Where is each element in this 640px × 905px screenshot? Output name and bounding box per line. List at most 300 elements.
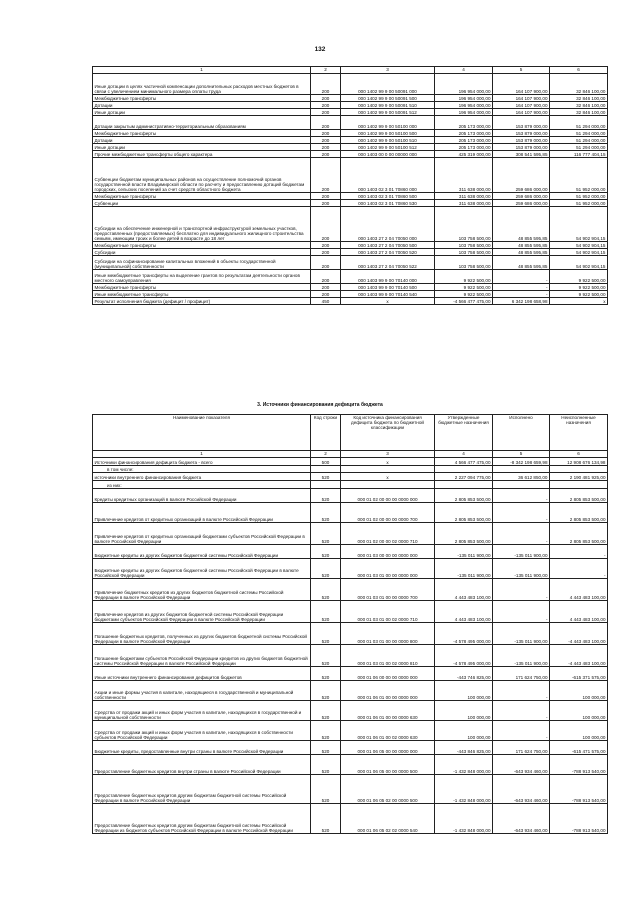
row-approved: 311 638 000,00 [435,158,493,193]
row-kbk: 000 01 02 00 00 00 0000 000 [341,489,435,503]
row-code: 520 [311,804,341,834]
row-unexecuted: 51 952 000,00 [550,193,608,200]
row-kbk: 000 1402 99 9 00 50100 000 [341,116,435,130]
row-executed: - [493,270,550,284]
row-approved: 4 443 483 100,00 [435,579,493,601]
row-name: Субсидии [93,249,311,256]
row-unexecuted: 2 190 481 925,00 [550,473,608,481]
expenditure-table-continued [92,66,608,305]
row-kbk: 000 01 06 05 02 02 0000 540 [341,804,435,834]
row-code: 200 [311,74,341,95]
row-code: 200 [311,242,341,249]
table-row [93,298,608,305]
row-unexecuted: 51 294 000,00 [550,144,608,151]
row-kbk [341,466,435,473]
row-approved [435,481,493,489]
row-kbk: 000 1402 99 9 00 50091 510 [341,102,435,109]
row-executed [493,481,550,489]
table-row [93,579,608,601]
row-executed: 171 624 750,00 [493,741,550,755]
table-row [93,601,608,623]
row-executed: -135 011 900,00 [493,645,550,667]
row-executed: - [493,284,550,291]
column-header: Неисполненные назначения [550,415,608,451]
row-name: Межбюджетные трансферты [93,95,311,102]
row-approved: 100 000,00 [435,701,493,721]
row-code: 200 [311,102,341,109]
row-unexecuted: 54 902 904,15 [550,242,608,249]
row-kbk: 000 1402 99 9 00 50100 512 [341,144,435,151]
row-name: в том числе: [93,466,311,473]
row-executed: - [493,489,550,503]
table-row [93,559,608,579]
row-approved: 103 758 500,00 [435,256,493,270]
column-index: 4 [435,67,493,74]
row-code: 200 [311,137,341,144]
table-row [93,95,608,102]
row-approved: 311 638 000,00 [435,193,493,200]
row-name: Дотации закрытым административно-территориальным образованиям [93,116,311,130]
row-executed: 164 107 900,00 [493,95,550,102]
row-code: 200 [311,95,341,102]
table-row [93,158,608,193]
row-executed: 48 855 595,85 [493,256,550,270]
row-code: 520 [311,755,341,775]
row-executed: - [493,701,550,721]
row-executed: 48 855 595,85 [493,249,550,256]
table-row [93,503,608,523]
row-code: 500 [311,458,341,466]
row-name: Иные межбюджетные трансферты на выделение грантов по результатам деятельности органов местного самоуправления [93,270,311,284]
page-number: 132 [314,46,326,53]
column-index-row [93,451,608,458]
row-executed: 171 624 750,00 [493,667,550,681]
row-kbk: 000 1403 27 2 04 70050 500 [341,242,435,249]
table-row [93,545,608,559]
row-code: 520 [311,473,341,481]
row-approved: 2 227 094 775,00 [435,473,493,481]
row-name: Акции и иные формы участия в капитале, находящиеся в государственной и муниципальной собственности [93,681,311,701]
table-row [93,681,608,701]
row-kbk: 000 01 03 01 00 00 0000 000 [341,559,435,579]
row-executed: 153 879 000,00 [493,130,550,137]
row-kbk: 000 1403 00 0 00 00000 000 [341,151,435,158]
row-kbk: 000 01 02 00 00 00 0000 700 [341,503,435,523]
row-unexecuted [550,466,608,473]
row-kbk: 000 01 03 01 00 00 0000 800 [341,623,435,645]
column-index: 5 [493,451,550,458]
row-unexecuted: -788 913 540,00 [550,804,608,834]
row-code: 520 [311,741,341,755]
row-name: Бюджетные кредиты из других бюджетов бюджетной системы Российской Федерации [93,545,311,559]
row-kbk: 000 01 03 01 00 02 0000 710 [341,601,435,623]
row-approved: 2 805 853 500,00 [435,523,493,545]
column-header: Код строки [311,415,341,451]
column-index-row [93,67,608,74]
table-row [93,804,608,834]
row-executed: 153 879 000,00 [493,144,550,151]
row-executed: - [493,503,550,523]
row-kbk: x [341,458,435,466]
table-row [93,775,608,804]
row-code [311,481,341,489]
row-kbk: 000 01 03 00 00 00 0000 000 [341,545,435,559]
row-unexecuted: 51 294 000,00 [550,130,608,137]
column-index: 2 [311,451,341,458]
row-approved: 311 638 000,00 [435,200,493,207]
row-code: 520 [311,601,341,623]
row-approved: -1 432 848 000,00 [435,804,493,834]
row-unexecuted: 51 952 000,00 [550,158,608,193]
row-approved [435,466,493,473]
row-code: 200 [311,291,341,298]
row-unexecuted: 51 952 000,00 [550,200,608,207]
row-executed: 164 107 900,00 [493,102,550,109]
row-approved: 205 173 000,00 [435,116,493,130]
table-row [93,481,608,489]
row-unexecuted: - [550,545,608,559]
row-approved: 103 758 500,00 [435,207,493,242]
row-kbk: 000 01 06 05 02 00 0000 500 [341,775,435,804]
row-code: 520 [311,489,341,503]
row-code: 520 [311,523,341,545]
row-code: 520 [311,545,341,559]
deficit-financing-table [92,414,608,834]
column-header: Утвержденные бюджетные назначения [435,415,493,451]
table-row [93,242,608,249]
row-name: Иные межбюджетные трансферты [93,291,311,298]
row-executed: 308 541 595,85 [493,151,550,158]
row-code: 200 [311,256,341,270]
row-approved: -1 432 848 000,00 [435,775,493,804]
row-executed: -643 934 460,00 [493,775,550,804]
row-name: Средства от продажи акций и иных форм участия в капитале, находящихся в собственности субъектов Российской Федерации [93,721,311,741]
row-code [311,466,341,473]
row-approved: -135 011 900,00 [435,559,493,579]
row-unexecuted: 32 846 100,00 [550,102,608,109]
row-unexecuted: 9 922 500,00 [550,284,608,291]
table-row [93,130,608,137]
row-name: Результат исполнения бюджета (дефицит / профицит) [93,298,311,305]
table-row [93,256,608,270]
column-index: 3 [341,67,435,74]
row-name: Погашение бюджетами субъектов Российской Федерации кредитов из других бюджетов бюджетной системы Российской Федерации в валюте Российской Федерации [93,645,311,667]
table-row [93,249,608,256]
row-name: Субсидии на софинансирование капитальных вложений в объекты государственной (муниципальной) собственности [93,256,311,270]
row-executed: 259 686 000,00 [493,200,550,207]
row-name: из них: [93,481,311,489]
row-unexecuted: 12 908 676 134,98 [550,458,608,466]
row-approved: 4 443 483 100,00 [435,601,493,623]
row-approved: 9 922 500,00 [435,284,493,291]
row-name: Субвенции бюджетам муниципальных районов на осуществление полномочий органов государственной власти Владимирской области по расчету и предоставлению дотаций бюджетам городских, сельских поселений за счет средств областного бюджета [93,158,311,193]
table-row [93,645,608,667]
row-name: Источники финансирования дефицита бюджета - всего [93,458,311,466]
row-kbk: 000 1402 99 9 00 50100 500 [341,130,435,137]
column-index: 4 [435,451,493,458]
row-approved: 9 922 500,00 [435,291,493,298]
row-kbk: 000 1402 99 9 00 50091 512 [341,109,435,116]
section-title: 3. Источники финансирования дефицита бюджета [257,402,383,408]
row-code: 200 [311,270,341,284]
table-row [93,207,608,242]
row-code: 520 [311,645,341,667]
row-kbk: x [341,298,435,305]
row-unexecuted: 2 805 853 500,00 [550,503,608,523]
row-executed: -135 011 900,00 [493,623,550,645]
table-row [93,458,608,466]
row-code: 200 [311,249,341,256]
row-code: 200 [311,109,341,116]
row-executed: -135 011 900,00 [493,559,550,579]
row-unexecuted: -615 371 575,00 [550,667,608,681]
table-row [93,701,608,721]
row-kbk: 000 01 06 00 00 00 0000 000 [341,667,435,681]
row-code: 520 [311,775,341,804]
row-code: 450 [311,298,341,305]
row-code: 520 [311,667,341,681]
row-name: Иные источники внутреннего финансирования дефицитов бюджетов [93,667,311,681]
row-kbk: 000 1403 02 3 01 70860 500 [341,193,435,200]
column-index: 3 [341,451,435,458]
row-unexecuted: 2 805 853 500,00 [550,523,608,545]
row-executed: - [493,579,550,601]
row-executed [493,466,550,473]
row-executed: 164 107 900,00 [493,74,550,95]
row-unexecuted: 32 846 100,00 [550,95,608,102]
column-index: 1 [93,451,311,458]
row-kbk: 000 01 02 00 00 02 0000 710 [341,523,435,545]
row-name: Межбюджетные трансферты [93,130,311,137]
table-row [93,489,608,503]
row-approved: 100 000,00 [435,721,493,741]
row-name: Средства от продажи акций и иных форм участия в капитале, находящихся в государственной и муниципальной собственности [93,701,311,721]
row-executed: 6 342 198 658,98 [493,298,550,305]
row-executed: 153 879 000,00 [493,116,550,130]
row-executed: - [493,291,550,298]
row-approved: 196 954 000,00 [435,74,493,95]
row-kbk: 000 01 03 01 00 02 0000 810 [341,645,435,667]
table-row [93,102,608,109]
row-unexecuted: -4 443 483 100,00 [550,645,608,667]
row-executed: 259 686 000,00 [493,158,550,193]
row-code: 200 [311,193,341,200]
column-header: Исполнено [493,415,550,451]
row-code: 520 [311,681,341,701]
row-unexecuted: 4 443 483 100,00 [550,579,608,601]
table-row [93,74,608,95]
table-row [93,144,608,151]
row-kbk: 000 01 06 01 00 00 0000 000 [341,681,435,701]
row-approved: 196 954 000,00 [435,109,493,116]
row-kbk: 000 1403 99 9 00 70140 540 [341,291,435,298]
row-kbk: 000 01 06 05 00 00 0000 500 [341,755,435,775]
row-unexecuted: 100 000,00 [550,681,608,701]
row-executed: 48 855 595,85 [493,207,550,242]
row-approved: 100 000,00 [435,681,493,701]
table-row [93,151,608,158]
table-row [93,200,608,207]
column-index: 5 [493,67,550,74]
table-row [93,284,608,291]
row-name: Привлечение кредитов от кредитных организаций в валюте Российской Федерации [93,503,311,523]
table-row [93,623,608,645]
row-unexecuted: 51 294 000,00 [550,137,608,144]
column-index: 6 [550,67,608,74]
row-code: 200 [311,158,341,193]
row-name: Предоставление бюджетных кредитов внутри страны в валюте Российской Федерации [93,755,311,775]
row-name: Иные дотации [93,109,311,116]
row-kbk: 000 1403 02 3 01 70860 530 [341,200,435,207]
row-code: 200 [311,207,341,242]
row-approved: 4 566 477 475,00 [435,458,493,466]
table-row [93,473,608,481]
column-header: Код источника финансирования дефицита бюджета по бюджетной классификации [341,415,435,451]
row-kbk: 000 1403 99 9 00 70140 500 [341,284,435,291]
table-row [93,755,608,775]
row-unexecuted: 100 000,00 [550,701,608,721]
column-index: 1 [93,67,311,74]
row-unexecuted: 51 294 000,00 [550,116,608,130]
row-executed: 153 879 000,00 [493,137,550,144]
row-kbk: 000 1403 27 2 04 70050 522 [341,256,435,270]
row-unexecuted: 9 922 500,00 [550,270,608,284]
table-row [93,109,608,116]
row-kbk: 000 1403 27 2 04 70050 000 [341,207,435,242]
row-name: Субсидии на обеспечение инженерной и транспортной инфраструктурой земельных участков, предоставленных (предоставляемых) бесплатно для индивидуального жилищного строительства семьям, имеющим троих и более детей в возрасте до 18 лет [93,207,311,242]
row-unexecuted: x [550,298,608,305]
row-name: Предоставление бюджетных кредитов другим бюджетам бюджетной системы Российской Федерации в валюте Российской Федерации [93,775,311,804]
table-row [93,466,608,473]
table-row [93,137,608,144]
row-kbk: 000 01 03 01 00 00 0000 700 [341,579,435,601]
row-approved: 205 173 000,00 [435,144,493,151]
row-code: 520 [311,559,341,579]
row-approved: 2 805 853 500,00 [435,503,493,523]
row-unexecuted: 4 443 483 100,00 [550,601,608,623]
row-code: 520 [311,579,341,601]
row-name: Межбюджетные трансферты [93,242,311,249]
row-code: 200 [311,116,341,130]
table-row [93,523,608,545]
row-kbk: 000 1402 99 9 00 50091 000 [341,74,435,95]
row-code: 520 [311,623,341,645]
row-executed: -8 342 198 659,98 [493,458,550,466]
table-row [93,721,608,741]
row-approved: -4 578 495 000,00 [435,623,493,645]
row-kbk: 000 01 06 01 00 00 0000 630 [341,701,435,721]
row-unexecuted: -4 443 483 100,00 [550,623,608,645]
row-unexecuted: 32 846 100,00 [550,109,608,116]
row-approved: -443 846 825,00 [435,741,493,755]
column-index: 2 [311,67,341,74]
row-name: Привлечение кредитов от кредитных организаций бюджетами субъектов Российской Федерации в валюте Российской Федерации [93,523,311,545]
row-name: Иные дотации в целях частичной компенсации дополнительных расходов местных бюджетов в связи с увеличением минимального размера оплаты труда [93,74,311,95]
row-unexecuted: 32 846 100,00 [550,74,608,95]
row-executed: - [493,601,550,623]
row-executed: - [493,721,550,741]
row-code: 200 [311,144,341,151]
row-unexecuted [550,481,608,489]
row-executed: 36 612 850,00 [493,473,550,481]
row-approved: 205 173 000,00 [435,130,493,137]
row-approved: -4 566 477 475,00 [435,298,493,305]
row-name: Привлечение бюджетных кредитов из других бюджетов бюджетной системы Российской Федерации в валюте Российской Федерации [93,579,311,601]
table-header-row [93,415,608,451]
row-executed: -643 934 460,00 [493,755,550,775]
row-unexecuted: - [550,559,608,579]
table-row [93,193,608,200]
row-approved: -135 011 900,00 [435,545,493,559]
row-approved: 205 173 000,00 [435,137,493,144]
row-approved: -1 432 848 000,00 [435,755,493,775]
row-approved: 196 954 000,00 [435,95,493,102]
table-row [93,116,608,130]
row-unexecuted: 54 902 904,15 [550,256,608,270]
row-approved: -443 746 825,00 [435,667,493,681]
table-row [93,270,608,284]
row-kbk: 000 01 06 01 00 02 0000 630 [341,721,435,741]
row-code: 520 [311,503,341,523]
row-executed: -135 011 900,00 [493,545,550,559]
row-approved: 9 922 500,00 [435,270,493,284]
row-executed: 164 107 900,00 [493,109,550,116]
row-code: 200 [311,200,341,207]
row-executed: - [493,681,550,701]
row-name: Кредиты кредитных организаций в валюте Российской Федерации [93,489,311,503]
row-approved: 103 758 500,00 [435,242,493,249]
row-name: источники внутреннего финансирования бюджета [93,473,311,481]
row-name: Субвенции [93,200,311,207]
row-name: Межбюджетные трансферты [93,284,311,291]
row-unexecuted: -788 913 540,00 [550,775,608,804]
row-name: Межбюджетные трансферты [93,193,311,200]
row-name: Погашение бюджетных кредитов, полученных из других бюджетов бюджетной системы Российской Федерации в валюте Российской Федерации [93,623,311,645]
row-name: Предоставление бюджетных кредитов другим бюджетам бюджетной системы Российской Федерации из бюджетов субъектов Российской Федерации в валюте Российской Федерации [93,804,311,834]
row-unexecuted: 2 805 853 500,00 [550,489,608,503]
row-executed: 259 686 000,00 [493,193,550,200]
row-name: Иные дотации [93,144,311,151]
row-code: 200 [311,284,341,291]
row-unexecuted: 116 777 404,15 [550,151,608,158]
column-header: Наименование показателя [93,415,311,451]
row-kbk: x [341,473,435,481]
row-kbk: 000 1403 99 9 00 70140 000 [341,270,435,284]
row-executed: 48 855 595,85 [493,242,550,249]
row-unexecuted: 100 000,00 [550,721,608,741]
row-executed: - [493,523,550,545]
row-approved: 2 805 853 500,00 [435,489,493,503]
row-name: Прочие межбюджетные трансферты общего характера [93,151,311,158]
row-kbk: 000 1403 02 3 01 70860 000 [341,158,435,193]
row-unexecuted: -615 471 575,00 [550,741,608,755]
row-name: Бюджетные кредиты из других бюджетов бюджетной системы Российской Федерации в валюте Российской Федерации [93,559,311,579]
row-unexecuted: 54 902 904,15 [550,207,608,242]
row-kbk: 000 01 06 05 00 00 0000 000 [341,741,435,755]
row-code: 200 [311,151,341,158]
row-name: Бюджетные кредиты, предоставленные внутри страны в валюте Российской Федерации [93,741,311,755]
row-name: Дотации [93,102,311,109]
table-row [93,667,608,681]
row-executed: -643 934 460,00 [493,804,550,834]
row-code: 520 [311,721,341,741]
row-approved: 425 319 000,00 [435,151,493,158]
row-kbk: 000 1402 99 9 00 50100 510 [341,137,435,144]
row-kbk: 000 1402 99 9 00 50091 500 [341,95,435,102]
row-unexecuted: 54 902 904,15 [550,249,608,256]
column-index: 6 [550,451,608,458]
table-row [93,291,608,298]
